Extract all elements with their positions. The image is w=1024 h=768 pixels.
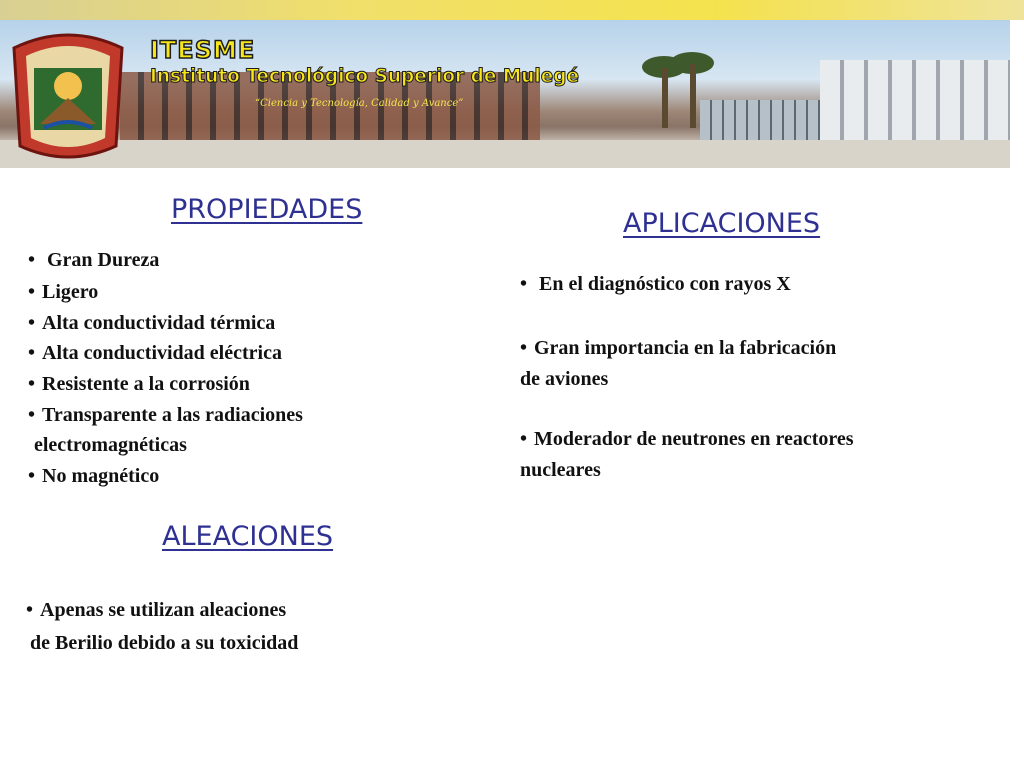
list-item-text: Gran importancia en la fabricación: [534, 337, 837, 359]
list-item: • En el diagnóstico con rayos X: [520, 273, 791, 295]
list-item-text: Resistente a la corrosión: [42, 373, 250, 395]
list-item: • Gran Dureza: [28, 249, 160, 271]
institution-name: Instituto Tecnológico Superior de Mulegé: [150, 66, 580, 87]
list-item-continuation: electromagnéticas: [34, 434, 187, 456]
list-item-continuation: nucleares: [520, 459, 601, 481]
list-item-text: Alta conductividad térmica: [42, 312, 276, 334]
list-item-text: Apenas se utilizan aleaciones: [40, 599, 287, 621]
list-item-text: En el diagnóstico con rayos X: [539, 273, 791, 295]
institution-motto: “Ciencia y Tecnología, Calidad y Avance”: [255, 98, 464, 109]
institution-seal-logo: [4, 28, 132, 164]
section-title-aplicaciones: APLICACIONES: [623, 208, 821, 239]
list-item: • Alta conductividad térmica: [28, 312, 276, 334]
institution-acronym: ITESME: [150, 36, 256, 64]
list-item-continuation: de Berilio debido a su toxicidad: [30, 632, 299, 654]
section-title-aleaciones: ALEACIONES: [162, 521, 334, 552]
list-item: • Moderador de neutrones en reactores: [520, 428, 854, 450]
list-item: • Gran importancia en la fabricación: [520, 337, 837, 359]
list-item: • Ligero: [28, 281, 99, 303]
header-banner: [0, 20, 1010, 168]
list-item: • Resistente a la corrosión: [28, 373, 250, 395]
list-item-text: Ligero: [42, 281, 99, 303]
list-item-text: Alta conductividad eléctrica: [42, 342, 282, 364]
list-item-text: Transparente a las radiaciones: [42, 404, 303, 426]
top-color-bar: [0, 0, 1024, 20]
list-item: • Transparente a las radiaciones: [28, 404, 303, 426]
list-item: • No magnético: [28, 465, 160, 487]
palm-trunk: [690, 64, 696, 128]
list-item: • Apenas se utilizan aleaciones: [26, 599, 287, 621]
list-item-text: No magnético: [42, 465, 160, 487]
list-item-continuation: de aviones: [520, 368, 609, 390]
list-item-text: Gran Dureza: [47, 249, 160, 271]
list-item: • Alta conductividad eléctrica: [28, 342, 282, 364]
section-title-propiedades: PROPIEDADES: [171, 194, 363, 225]
building-right-photo: [820, 60, 1010, 145]
ground: [0, 140, 1010, 168]
palm-trunk: [662, 68, 668, 128]
list-item-text: Moderador de neutrones en reactores: [534, 428, 854, 450]
